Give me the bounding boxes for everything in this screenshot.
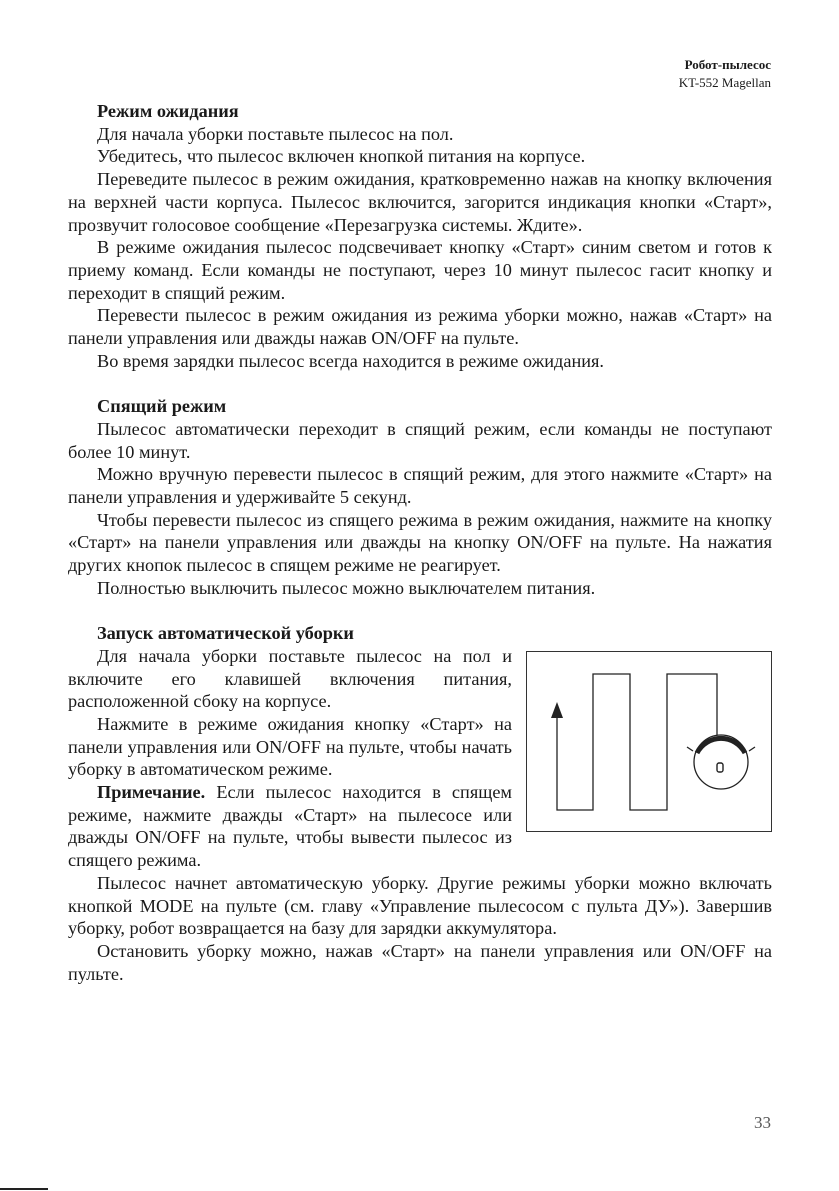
page-number: 33 bbox=[754, 1113, 771, 1132]
section-title-standby: Режим ожидания bbox=[97, 101, 239, 121]
paragraph: Убедитесь, что пылесос включен кнопкой питания на корпусе. bbox=[97, 146, 586, 167]
note-label: Примечание. bbox=[97, 782, 206, 803]
page-header bbox=[679, 56, 771, 92]
paragraph: Полностью выключить пылесос можно выключателем питания. bbox=[97, 577, 596, 598]
page-content bbox=[68, 100, 772, 985]
section-title-auto-cleaning: Запуск автоматической уборки bbox=[97, 623, 354, 644]
paragraph: Перевести пылесос в режим ожидания из режима уборки можно, нажав «Старт» на панели управления или дважды нажав ON/OFF на пульте. bbox=[68, 305, 772, 349]
paragraph: Пылесос автоматически переходит в спящий режим, если команды не поступают более 10 минут. bbox=[68, 418, 772, 462]
paragraph: В режиме ожидания пылесос подсвечивает кнопку «Старт» синим светом и готов к приему команд. Если команды не поступают, через 10 минут пылесос гасит кнопку и переходит в спящий режим. bbox=[68, 237, 772, 303]
section-title-sleep: Спящий режим bbox=[97, 396, 227, 417]
paragraph: Пылесос начнет автоматическую уборку. Другие режимы уборки можно включать кнопкой MODE на пульте (см. главу «Управление пылесосом с пульта ДУ»). Завершив уборку, робот возвращается на базу для зарядки аккумулятора. bbox=[68, 872, 772, 939]
paragraph: Во время зарядки пылесос всегда находится в режиме ожидания. bbox=[97, 350, 604, 371]
paragraph: Переведите пылесос в режим ожидания, кратковременно нажав на кнопку включения на верхней части корпуса. Пылесос включится, загорится индикация кнопки «Старт», прозвучит голосовое сообщение «Перезагрузка системы. Ждите». bbox=[68, 169, 772, 235]
paragraph: Нажмите в режиме ожидания кнопку «Старт» на панели управления или ON/OFF на пульте, чтобы начать уборку в автоматическом режиме. bbox=[68, 713, 512, 780]
paragraph: Для начала уборки поставьте пылесос на пол. bbox=[97, 123, 454, 144]
paragraph: Чтобы перевести пылесос из спящего режима в режим ожидания, нажмите на кнопку «Старт» на панели управления или дважды на кнопку ON/OFF на пульте. На нажатия других кнопок пылесос в спящем режиме не реагирует. bbox=[68, 509, 772, 576]
crop-mark bbox=[0, 1188, 48, 1190]
paragraph: Можно вручную перевести пылесос в спящий режим, для этого нажмите «Старт» на панели управления и удерживайте 5 секунд. bbox=[68, 464, 772, 507]
zigzag-cleaning-path-icon bbox=[527, 652, 773, 833]
header-model: KT-552 Magellan bbox=[678, 75, 771, 90]
header-product: Робот-пылесос bbox=[684, 57, 771, 72]
note-text: Если пылесос находится в спящем режиме, нажмите дважды «Старт» на пылесосе или дважды ON/OFF на пульте, чтобы вывести пылесос из спящего режима. bbox=[68, 782, 512, 871]
paragraph: Остановить уборку можно, нажав «Старт» на панели управления или ON/OFF на пульте. bbox=[68, 940, 772, 984]
paragraph: Для начала уборки поставьте пылесос на пол и включите его клавишей включения питания, расположенной сбоку на корпусе. bbox=[68, 645, 512, 712]
cleaning-path-figure bbox=[526, 651, 772, 832]
